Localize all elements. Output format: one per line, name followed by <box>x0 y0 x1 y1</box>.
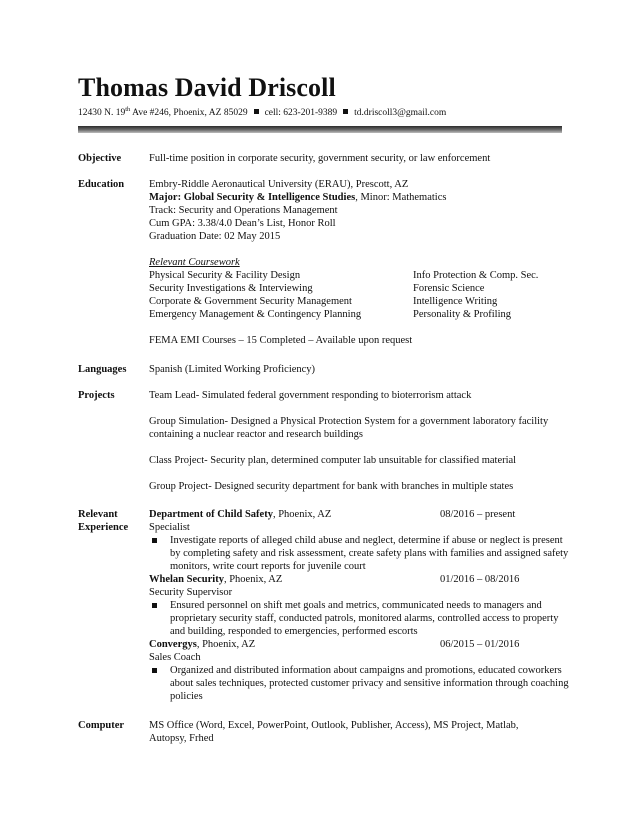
computer-label: Computer <box>78 720 125 731</box>
school: Embry-Riddle Aeronautical University (ERAU), Prescott, AZ <box>149 179 409 190</box>
phone: cell: 623-201-9389 <box>264 108 338 119</box>
contact-line <box>78 104 446 119</box>
job-header: Whelan Security, Phoenix, AZ 01/2016 – 08/2016 <box>149 574 520 585</box>
square-bullet-icon <box>343 109 348 114</box>
job-title: Sales Coach <box>149 652 201 663</box>
job-header: Department of Child Safety, Phoenix, AZ 08/2016 – present <box>149 509 516 520</box>
education-section <box>149 178 569 347</box>
fema-courses: FEMA EMI Courses – 15 Completed – Available upon request <box>149 335 413 346</box>
experience-label: Relevant Experience <box>78 509 129 533</box>
experience-section <box>149 508 569 703</box>
languages-label: Languages <box>78 364 127 375</box>
course-row: Physical Security & Facility Design Info Protection & Comp. Sec. <box>149 270 539 281</box>
header-divider <box>78 126 562 133</box>
major-minor: Major: Global Security & Intelligence Studies, Minor: Mathematics <box>149 192 447 203</box>
project-item: Team Lead- Simulated federal government responding to bioterrorism attack <box>149 390 472 401</box>
objective-label: Objective <box>78 153 122 164</box>
computer-skills: MS Office (Word, Excel, PowerPoint, Outlook, Publisher, Access), MS Project, Matlab, Autopsy, Frhed <box>149 720 519 744</box>
coursework-heading: Relevant Coursework <box>149 257 240 268</box>
job-header: Convergys, Phoenix, AZ 06/2015 – 01/2016 <box>149 639 520 650</box>
project-item: Group Project- Designed security department for bank with branches in multiple states <box>149 481 514 492</box>
job-bullet: Organized and distributed information about campaigns and promotions, educated coworkers about sales techniques, protected customer privacy and sensitive information through coaching policies <box>149 664 569 703</box>
job-bullet: Ensured personnel on shift met goals and metrics, communicated needs to managers and proprietary security staff, conducted patrols, monitored alarms, controlled access to property and building, responded to emergencies, performed escorts <box>149 599 569 638</box>
education-label: Education <box>78 179 125 190</box>
square-bullet-icon <box>152 538 157 543</box>
square-bullet-icon <box>152 668 157 673</box>
course-row: Corporate & Government Security Management Intelligence Writing <box>149 296 498 307</box>
job-title: Security Supervisor <box>149 587 233 598</box>
job-bullet: Investigate reports of alleged child abuse and neglect, determine if abuse or neglect is present by completing safety and risk assessment, create safety plans with families and assigned safety monitors, write court reports for juvenile court <box>149 534 569 573</box>
course-row: Security Investigations & Interviewing Forensic Science <box>149 283 485 294</box>
square-bullet-icon <box>254 109 259 114</box>
track: Track: Security and Operations Management <box>149 205 338 216</box>
projects-section <box>149 389 569 493</box>
email: td.driscoll3@gmail.com <box>354 108 447 119</box>
candidate-name: Thomas David Driscoll <box>78 73 336 102</box>
projects-label: Projects <box>78 390 115 401</box>
project-item: Group Simulation- Designed a Physical Protection System for a government laboratory facility containing a nuclear reactor and research buildings <box>149 416 549 440</box>
languages-text: Spanish (Limited Working Proficiency) <box>149 364 316 375</box>
objective-text: Full-time position in corporate security, government security, or law enforcement <box>149 153 491 164</box>
graduation: Graduation Date: 02 May 2015 <box>149 231 281 242</box>
address: 12430 N. 19th Ave #246, Phoenix, AZ 85029 <box>78 106 248 119</box>
course-row: Emergency Management & Contingency Planning Personality & Profiling <box>149 309 511 320</box>
square-bullet-icon <box>152 603 157 608</box>
gpa: Cum GPA: 3.38/4.0 Dean’s List, Honor Roll <box>149 218 336 229</box>
job-title: Specialist <box>149 522 190 533</box>
project-item: Class Project- Security plan, determined computer lab unsuitable for classified material <box>149 455 517 466</box>
